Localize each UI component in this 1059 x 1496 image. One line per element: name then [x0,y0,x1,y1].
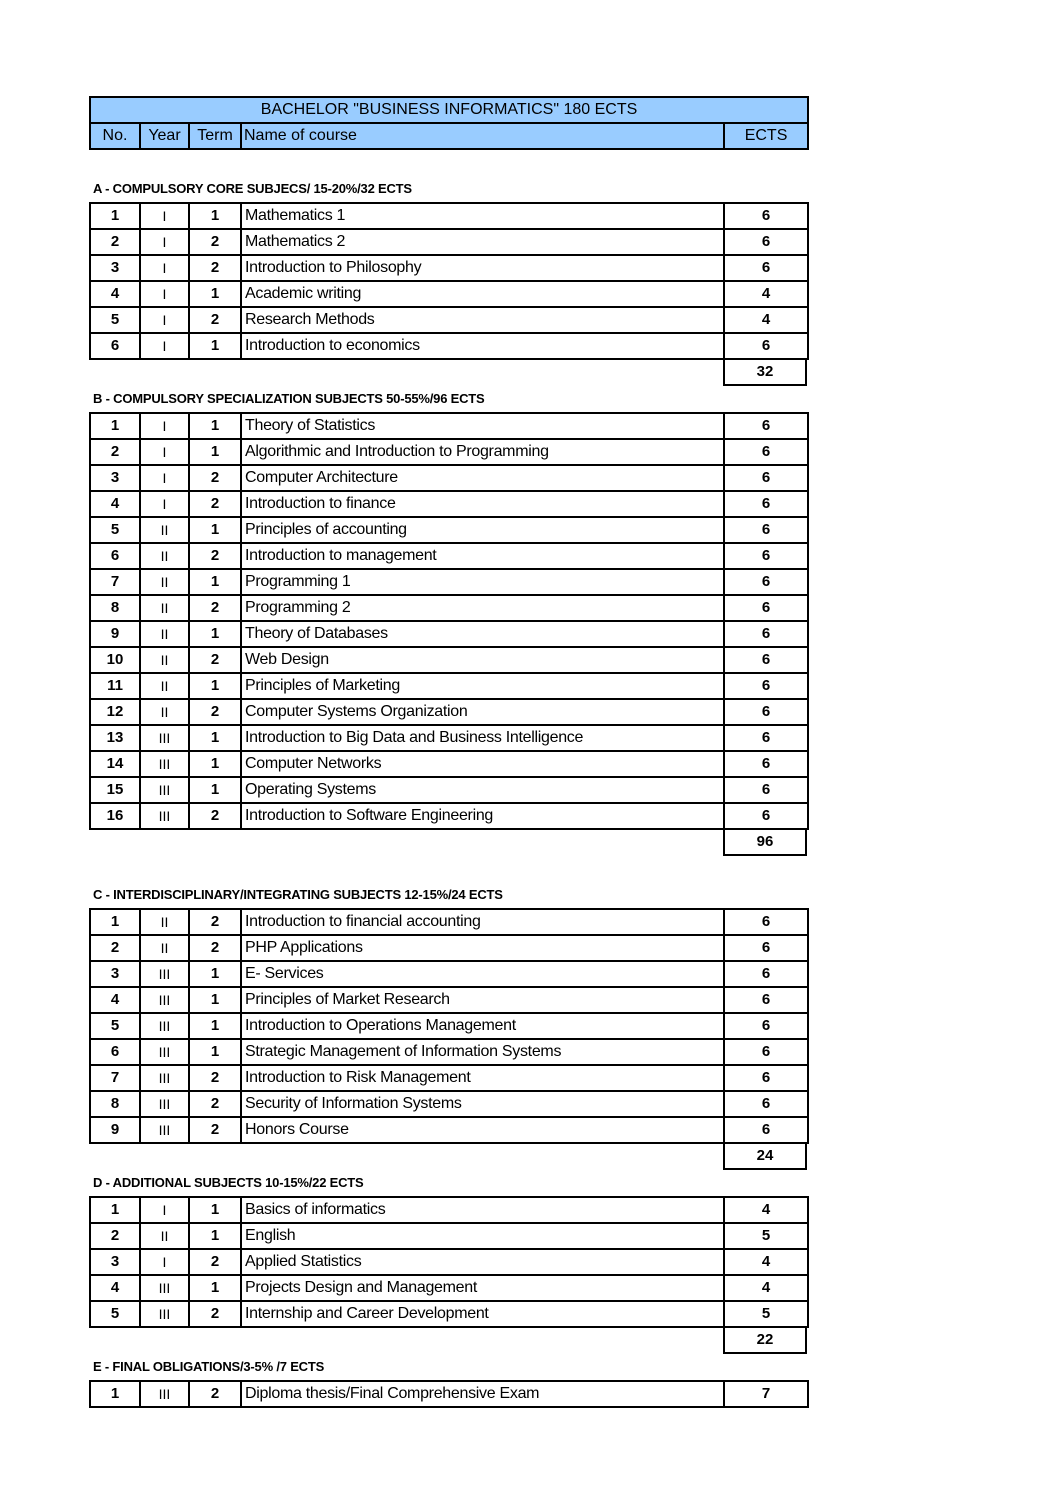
course-year: I [140,465,189,491]
table-row [90,751,808,777]
course-term: 1 [189,1223,241,1249]
course-year: II [140,621,189,647]
course-number: 6 [90,543,140,569]
course-ects: 6 [724,803,808,829]
course-term: 2 [189,255,241,281]
course-number: 6 [90,333,140,359]
course-year: I [140,1197,189,1223]
table-row [90,803,808,829]
course-number: 5 [90,307,140,333]
table-row [90,1381,808,1407]
section-total: 32 [723,360,807,386]
course-ects: 6 [724,255,808,281]
section-spacer [89,856,807,882]
course-number: 14 [90,751,140,777]
course-ects: 6 [724,725,808,751]
table-row [90,1249,808,1275]
course-name: Algorithmic and Introduction to Programming [241,439,724,465]
course-term: 1 [189,751,241,777]
course-ects: 6 [724,543,808,569]
course-term: 2 [189,1065,241,1091]
course-year: III [140,1013,189,1039]
course-name: Introduction to economics [241,333,724,359]
course-year: III [140,961,189,987]
table-row [90,987,808,1013]
course-term: 2 [189,935,241,961]
course-number: 5 [90,517,140,543]
course-name: Introduction to Philosophy [241,255,724,281]
header-ects: ECTS [724,123,808,149]
course-term: 1 [189,961,241,987]
course-ects: 6 [724,621,808,647]
course-year: II [140,935,189,961]
course-name: Basics of informatics [241,1197,724,1223]
course-ects: 6 [724,1091,808,1117]
course-ects: 6 [724,987,808,1013]
course-number: 3 [90,465,140,491]
table-row [90,777,808,803]
course-number: 4 [90,1275,140,1301]
table-row [90,961,808,987]
course-term: 2 [189,1117,241,1143]
table-row [90,1065,808,1091]
course-number: 2 [90,935,140,961]
table-row [90,203,808,229]
course-term: 2 [189,647,241,673]
course-term: 1 [189,569,241,595]
course-ects: 6 [724,777,808,803]
course-term: 1 [189,281,241,307]
course-term: 1 [189,439,241,465]
course-name: PHP Applications [241,935,724,961]
course-ects: 6 [724,491,808,517]
course-ects: 6 [724,961,808,987]
course-name: Mathematics 1 [241,203,724,229]
header-term: Term [189,123,241,149]
course-year: I [140,255,189,281]
section-title: E - FINAL OBLIGATIONS/3-5% /7 ECTS [93,1359,325,1374]
course-term: 1 [189,333,241,359]
section-total: 96 [723,830,807,856]
course-name: Introduction to Big Data and Business Intelligence [241,725,724,751]
course-name: Academic writing [241,281,724,307]
course-name: Principles of Marketing [241,673,724,699]
table-row [90,1275,808,1301]
section-table [89,202,809,360]
course-ects: 6 [724,439,808,465]
course-ects: 6 [724,1039,808,1065]
course-name: Programming 1 [241,569,724,595]
course-number: 1 [90,1381,140,1407]
course-name: Research Methods [241,307,724,333]
course-name: Security of Information Systems [241,1091,724,1117]
course-year: I [140,281,189,307]
course-term: 2 [189,307,241,333]
course-name: Introduction to finance [241,491,724,517]
table-row [90,281,808,307]
course-term: 1 [189,413,241,439]
section-title: D - ADDITIONAL SUBJECTS 10-15%/22 ECTS [93,1175,364,1190]
course-number: 1 [90,413,140,439]
course-number: 7 [90,1065,140,1091]
course-year: II [140,1223,189,1249]
course-year: I [140,1249,189,1275]
section-table [89,1196,809,1328]
course-ects: 6 [724,1013,808,1039]
course-year: I [140,491,189,517]
course-ects: 5 [724,1223,808,1249]
course-year: II [140,595,189,621]
section-total: 24 [723,1144,807,1170]
course-name: Internship and Career Development [241,1301,724,1327]
course-term: 1 [189,1039,241,1065]
course-term: 2 [189,909,241,935]
section-title: C - INTERDISCIPLINARY/INTEGRATING SUBJECTS 12-15%/24 ECTS [93,887,503,902]
course-name: Principles of Market Research [241,987,724,1013]
course-term: 1 [189,673,241,699]
course-number: 16 [90,803,140,829]
course-ects: 6 [724,751,808,777]
sections-container [89,150,807,1408]
header-name: Name of course [241,123,724,149]
course-number: 10 [90,647,140,673]
course-term: 1 [189,725,241,751]
table-row [90,647,808,673]
course-year: II [140,543,189,569]
course-number: 1 [90,1197,140,1223]
course-name: Introduction to management [241,543,724,569]
course-term: 2 [189,229,241,255]
course-term: 2 [189,1301,241,1327]
course-ects: 6 [724,699,808,725]
course-name: Introduction to financial accounting [241,909,724,935]
course-name: Diploma thesis/Final Comprehensive Exam [241,1381,724,1407]
course-year: I [140,307,189,333]
course-ects: 6 [724,465,808,491]
course-year: II [140,909,189,935]
course-term: 1 [189,517,241,543]
table-row [90,725,808,751]
course-ects: 6 [724,229,808,255]
table-row [90,413,808,439]
table-row [90,307,808,333]
course-year: III [140,987,189,1013]
table-row [90,1223,808,1249]
curriculum-document [89,96,807,1408]
course-name: Theory of Statistics [241,413,724,439]
course-term: 2 [189,543,241,569]
course-number: 2 [90,229,140,255]
course-year: II [140,517,189,543]
course-term: 2 [189,699,241,725]
course-name: Operating Systems [241,777,724,803]
document-title: BACHELOR "BUSINESS INFORMATICS" 180 ECTS [90,97,808,123]
course-number: 3 [90,255,140,281]
course-term: 1 [189,987,241,1013]
table-row [90,1197,808,1223]
table-row [90,333,808,359]
course-number: 8 [90,1091,140,1117]
course-number: 1 [90,203,140,229]
course-name: English [241,1223,724,1249]
table-row [90,491,808,517]
course-year: III [140,803,189,829]
course-year: II [140,673,189,699]
section-total-row [89,1328,807,1354]
table-row [90,1117,808,1143]
section-total-row [89,360,807,386]
table-row [90,621,808,647]
course-year: III [140,1301,189,1327]
course-name: Web Design [241,647,724,673]
course-ects: 5 [724,1301,808,1327]
section-title: A - COMPULSORY CORE SUBJECS/ 15-20%/32 ECTS [93,181,412,196]
course-number: 4 [90,281,140,307]
course-year: III [140,1275,189,1301]
course-number: 1 [90,909,140,935]
table-row [90,465,808,491]
table-row [90,569,808,595]
section-table [89,412,809,830]
course-year: II [140,647,189,673]
course-ects: 6 [724,909,808,935]
table-row [90,229,808,255]
course-term: 2 [189,1381,241,1407]
course-number: 9 [90,1117,140,1143]
course-ects: 6 [724,203,808,229]
section-title: B - COMPULSORY SPECIALIZATION SUBJECTS 50-55%/96 ECTS [93,391,485,406]
course-ects: 6 [724,1117,808,1143]
course-year: III [140,1065,189,1091]
table-row [90,1301,808,1327]
course-ects: 4 [724,281,808,307]
course-ects: 6 [724,647,808,673]
table-row [90,517,808,543]
course-number: 5 [90,1013,140,1039]
table-row [90,935,808,961]
course-term: 1 [189,777,241,803]
course-ects: 6 [724,1065,808,1091]
course-number: 5 [90,1301,140,1327]
course-name: E- Services [241,961,724,987]
course-term: 1 [189,621,241,647]
table-row [90,255,808,281]
course-year: III [140,1091,189,1117]
table-row [90,699,808,725]
course-term: 2 [189,465,241,491]
course-name: Projects Design and Management [241,1275,724,1301]
course-number: 12 [90,699,140,725]
course-year: III [140,725,189,751]
section-total-row [89,1144,807,1170]
course-ects: 6 [724,673,808,699]
course-ects: 6 [724,517,808,543]
course-ects: 4 [724,1275,808,1301]
course-term: 2 [189,1249,241,1275]
course-year: I [140,413,189,439]
course-number: 2 [90,1223,140,1249]
course-name: Computer Architecture [241,465,724,491]
course-term: 1 [189,203,241,229]
course-term: 2 [189,1091,241,1117]
course-name: Strategic Management of Information Systems [241,1039,724,1065]
course-name: Honors Course [241,1117,724,1143]
course-number: 13 [90,725,140,751]
course-name: Introduction to Risk Management [241,1065,724,1091]
header-no: No. [90,123,140,149]
table-row [90,543,808,569]
section-total-row [89,830,807,856]
course-term: 1 [189,1197,241,1223]
course-number: 3 [90,961,140,987]
table-row [90,439,808,465]
course-term: 2 [189,491,241,517]
table-row [90,673,808,699]
course-number: 9 [90,621,140,647]
course-ects: 6 [724,569,808,595]
course-number: 6 [90,1039,140,1065]
course-name: Introduction to Software Engineering [241,803,724,829]
course-number: 15 [90,777,140,803]
course-name: Programming 2 [241,595,724,621]
course-number: 4 [90,491,140,517]
course-ects: 7 [724,1381,808,1407]
course-name: Computer Systems Organization [241,699,724,725]
course-ects: 6 [724,935,808,961]
course-ects: 4 [724,1249,808,1275]
course-term: 1 [189,1013,241,1039]
course-term: 1 [189,1275,241,1301]
course-term: 2 [189,595,241,621]
course-name: Introduction to Operations Management [241,1013,724,1039]
course-name: Theory of Databases [241,621,724,647]
course-number: 7 [90,569,140,595]
course-number: 3 [90,1249,140,1275]
section-total: 22 [723,1328,807,1354]
course-ects: 6 [724,413,808,439]
course-year: II [140,699,189,725]
course-ects: 4 [724,307,808,333]
course-ects: 6 [724,333,808,359]
course-year: I [140,229,189,255]
course-name: Mathematics 2 [241,229,724,255]
course-number: 2 [90,439,140,465]
course-term: 2 [189,803,241,829]
course-year: III [140,751,189,777]
section-table [89,1380,809,1408]
course-year: II [140,569,189,595]
header-year: Year [140,123,189,149]
course-year: III [140,1117,189,1143]
course-number: 8 [90,595,140,621]
table-row [90,1013,808,1039]
course-number: 4 [90,987,140,1013]
course-year: III [140,1039,189,1065]
section-spacer [89,150,807,176]
table-row [90,909,808,935]
course-name: Applied Statistics [241,1249,724,1275]
table-row [90,1091,808,1117]
section-table [89,908,809,1144]
course-name: Computer Networks [241,751,724,777]
course-name: Principles of accounting [241,517,724,543]
course-ects: 4 [724,1197,808,1223]
course-year: III [140,1381,189,1407]
course-number: 11 [90,673,140,699]
course-year: I [140,439,189,465]
course-year: I [140,203,189,229]
table-row [90,1039,808,1065]
header-table [89,96,809,150]
course-year: III [140,777,189,803]
course-year: I [140,333,189,359]
course-ects: 6 [724,595,808,621]
table-row [90,595,808,621]
